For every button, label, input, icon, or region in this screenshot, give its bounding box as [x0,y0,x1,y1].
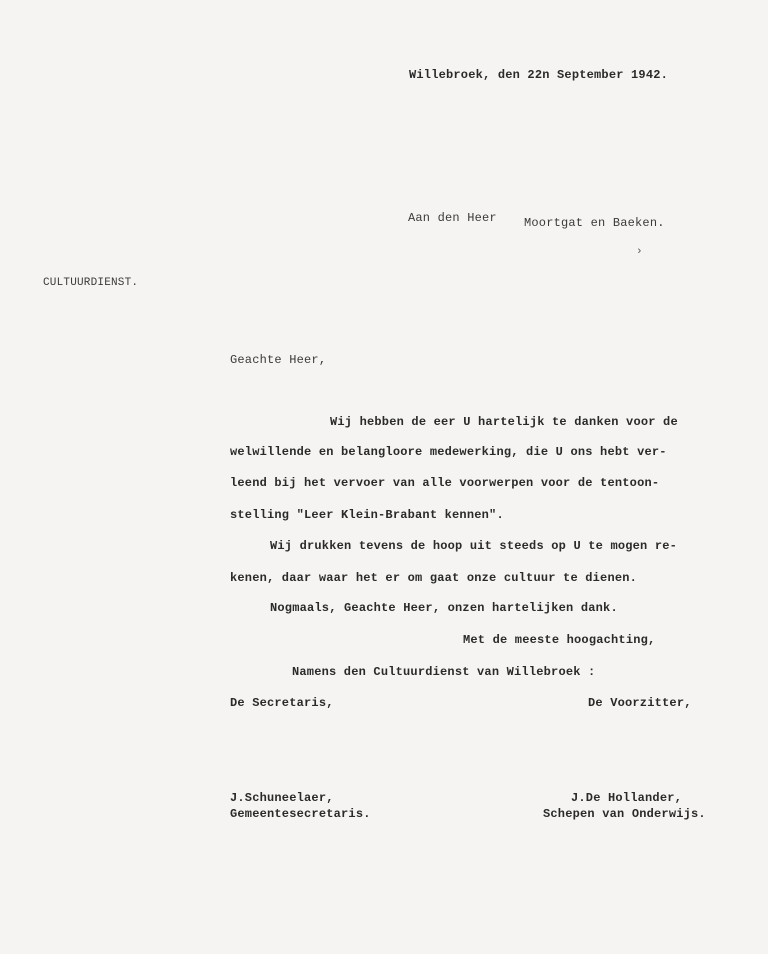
recipient-name: Moortgat en Baeken. [524,216,665,230]
body-line-1: Wij hebben de eer U hartelijk te danken voor de [330,415,678,429]
body-line-6: kenen, daar waar het er om gaat onze cultuur te dienen. [230,571,638,585]
chairman-title: Schepen van Onderwijs. [543,807,706,821]
body-line-5: Wij drukken tevens de hoop uit steeds op U te mogen re- [270,539,678,553]
chairman-role: De Voorzitter, [588,696,692,710]
recipient-prefix: Aan den Heer [408,211,497,225]
body-line-7: Nogmaals, Geachte Heer, onzen hartelijken dank. [270,601,618,615]
on-behalf: Namens den Cultuurdienst van Willebroek : [292,665,596,679]
body-line-4: stelling "Leer Klein-Brabant kennen". [230,508,504,522]
secretary-name: J.Schuneelaer, [230,791,334,805]
body-line-2: welwillende en belangloore medewerking, die U ons hebt ver- [230,445,667,459]
secretary-role: De Secretaris, [230,696,334,710]
stray-pencil-mark: › [636,246,643,258]
body-line-3: leend bij het vervoer van alle voorwerpen voor de tentoon- [230,476,660,490]
department-heading: CULTUURDIENST. [43,277,139,289]
chairman-name: J.De Hollander, [571,791,683,805]
salutation: Geachte Heer, [230,353,327,367]
secretary-title: Gemeentesecretaris. [230,807,371,821]
closing: Met de meeste hoogachting, [463,633,656,647]
place-date: Willebroek, den 22n September 1942. [409,68,669,82]
